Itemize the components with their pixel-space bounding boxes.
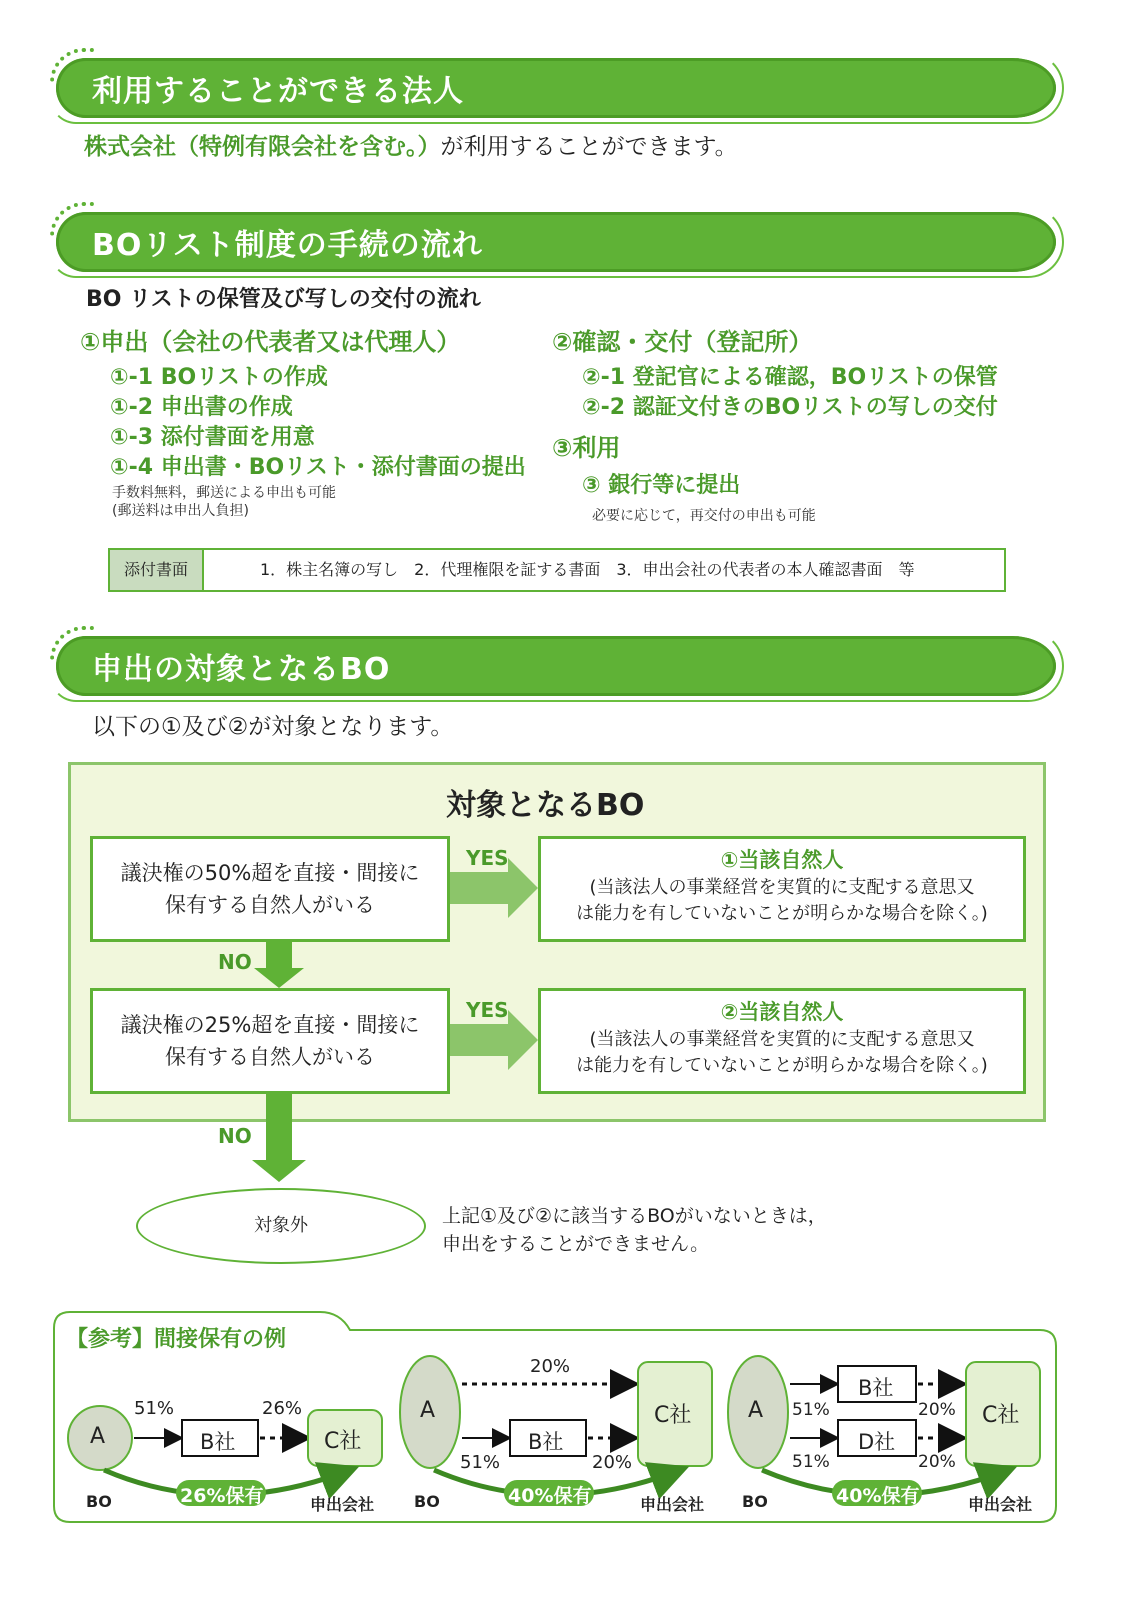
question-box-50: 議決権の50%超を直接・間接に 保有する自然人がいる (90, 836, 450, 942)
target-bo-title: 対象となるBO (446, 788, 645, 823)
step1-note: 手数料無料，郵送による申出も可能 (112, 485, 336, 501)
node-label: B社 (528, 1430, 564, 1454)
no-label: NO (218, 1124, 252, 1148)
result-box-1: ①当該自然人 (当該法人の事業経営を実質的に支配する意思又 は能力を有していないことが明らかな場合を除く。) (538, 836, 1026, 942)
yes-label: YES (466, 998, 509, 1022)
node-label: C社 (654, 1403, 692, 1428)
bo-label: BO (742, 1492, 768, 1511)
percent-label: 51% (460, 1452, 501, 1473)
step1-item: ①-3 添付書面を用意 (110, 425, 315, 450)
step2-item: ②-1 登記官による確認，BOリストの保管 (582, 365, 998, 390)
step3-item: ③ 銀行等に提出 (582, 473, 741, 498)
step2-heading: ②確認・交付（登記所） (552, 328, 813, 356)
step1-item: ①-1 BOリストの作成 (110, 365, 328, 390)
no-label: NO (218, 950, 252, 974)
out-of-scope-note: 上記①及び②に該当するBOがいないときは， 申出をすることができません。 (442, 1205, 827, 1255)
step1-note: (郵送料は申出人負担) (112, 503, 249, 519)
node-label: B社 (858, 1376, 894, 1400)
step1-heading: ①申出（会社の代表者又は代理人） (80, 328, 461, 356)
company-label: 申出会社 (310, 1495, 375, 1514)
node-label: B社 (200, 1430, 236, 1454)
section-title: BOリスト制度の手続の流れ (92, 228, 483, 263)
node-label: A (748, 1398, 764, 1423)
step2-item: ②-2 認証文付きのBOリストの写しの交付 (582, 395, 998, 420)
step1-item: ①-4 申出書・BOリスト・添付書面の提出 (110, 455, 526, 480)
node-label: C社 (324, 1429, 362, 1454)
eligible-text: 株式会社（特例有限会社を含む。）が利用することができます。 (84, 134, 738, 160)
question-box-25: 議決権の25%超を直接・間接に 保有する自然人がいる (90, 988, 450, 1094)
bo-label: BO (86, 1492, 112, 1511)
holding-label: 40%保有 (836, 1485, 920, 1507)
step3-note: 必要に応じて，再交付の申出も可能 (592, 508, 816, 524)
percent-label: 51% (792, 1400, 830, 1420)
node-label: A (420, 1398, 436, 1423)
node-label: A (90, 1424, 106, 1449)
company-label: 申出会社 (968, 1495, 1033, 1514)
holding-label: 26%保有 (180, 1485, 264, 1507)
percent-label: 20% (918, 1400, 956, 1420)
step3-heading: ③利用 (552, 434, 621, 462)
percent-label: 26% (262, 1398, 303, 1419)
target-intro: 以下の①及び②が対象となります。 (92, 714, 454, 740)
flow-subtitle: BO リストの保管及び写しの交付の流れ (86, 287, 481, 312)
section-title: 利用することができる法人 (92, 74, 464, 109)
holding-label: 40%保有 (508, 1485, 592, 1507)
yes-label: YES (466, 846, 509, 870)
step1-item: ①-2 申出書の作成 (110, 395, 293, 420)
percent-label: 51% (134, 1398, 175, 1419)
percent-label: 51% (792, 1452, 830, 1472)
node-label: C社 (982, 1403, 1020, 1428)
percent-label: 20% (530, 1356, 571, 1377)
node-label: D社 (858, 1430, 896, 1454)
attachment-text: 1．株主名簿の写し 2．代理権限を証する書面 3．申出会社の代表者の本人確認書面 等 (260, 560, 915, 579)
attachment-label: 添付書面 (110, 550, 204, 590)
company-label: 申出会社 (640, 1495, 705, 1514)
bo-label: BO (414, 1492, 440, 1511)
out-of-scope-ellipse: 対象外 (136, 1188, 426, 1264)
reference-title: 【参考】間接保有の例 (66, 1327, 287, 1352)
result-box-2: ②当該自然人 (当該法人の事業経営を実質的に支配する意思又 は能力を有していないことが明らかな場合を除く。) (538, 988, 1026, 1094)
percent-label: 20% (918, 1452, 956, 1472)
percent-label: 20% (592, 1452, 633, 1473)
section-title: 申出の対象となるBO (92, 652, 391, 687)
